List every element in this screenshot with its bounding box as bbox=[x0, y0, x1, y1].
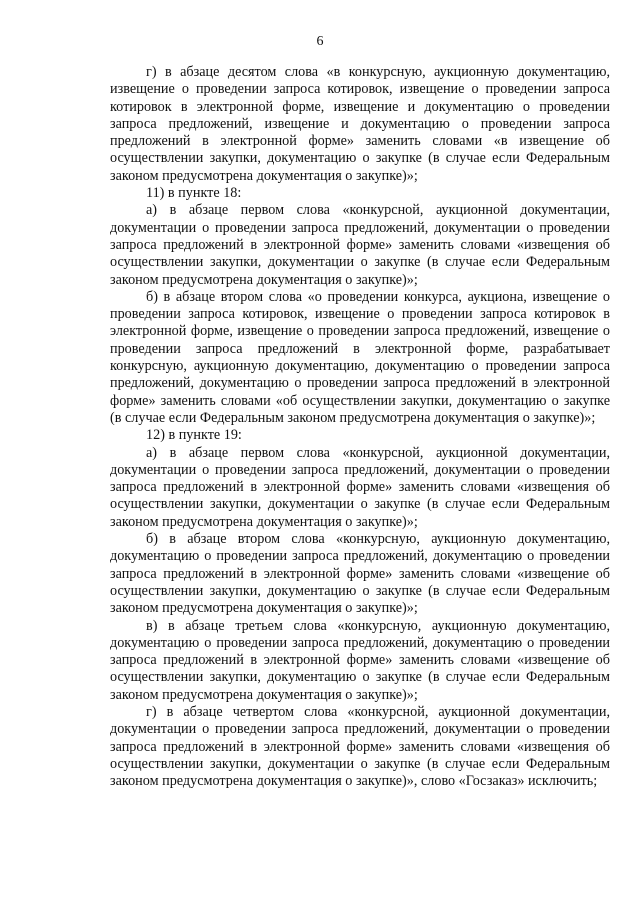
paragraph-item-12: 12) в пункте 19: bbox=[146, 427, 242, 444]
paragraph-amend-19g: г) в абзаце четвертом слова «конкурсной, аукционной документации, документации о проведении запроса предложений, документации о проведении запроса предложений в электронной форме» заменить словами «извещения об осуществлении закупки, документации о закупке (в случае если Федеральным законом предусмотрена документация о закупке)», слово «Госзаказ» исключить; bbox=[110, 703, 610, 790]
paragraph-amend-18a: а) в абзаце первом слова «конкурсной, аукционной документации, документации о проведении запроса предложений, документации о проведении запроса предложений в электронной форме» заменить словами «извещения об осуществлении закупки, документации о закупке (в случае если Федеральным законом предусмотрена документация о закупке)»; bbox=[110, 202, 610, 288]
paragraph-amend-19v: в) в абзаце третьем слова «конкурсную, аукционную документацию, документацию о проведении запроса предложений, документацию о проведении запроса предложений в электронной форме» заменить словами «извещение об осуществлении закупки, документацию о закупке (в случае если Федеральным законом предусмотрена документация о закупке)»; bbox=[110, 617, 610, 703]
paragraph-amend-g-10: г) в абзаце десятом слова «в конкурсную, аукционную документацию, извещение о проведении запроса котировок, извещение о проведении запроса котировок в электронной форме, извещение и документацию о проведении запроса предложений, извещение и документацию о проведении запроса предложений в электронной форме» заменить словами «в извещение об осуществлении закупки, документацию о закупке (в случае если Федеральным законом предусмотрена документация о закупке)»; bbox=[110, 64, 610, 184]
document-body bbox=[110, 64, 610, 790]
paragraph-amend-19b: б) в абзаце втором слова «конкурсную, аукционную документацию, документацию о проведении запроса предложений, документацию о проведении запроса предложений в электронной форме» заменить словами «извещение об осуществлении закупки, документацию о закупке (в случае если Федеральным законом предусмотрена документация о закупке)»; bbox=[110, 531, 610, 617]
paragraph-amend-19a: а) в абзаце первом слова «конкурсной, аукционной документации, документации о проведении запроса предложений, документации о проведении запроса предложений в электронной форме» заменить словами «извещения об осуществлении закупки, документации о закупке (в случае если Федеральным законом предусмотрена документация о закупке)»; bbox=[110, 444, 610, 530]
paragraph-amend-18b: б) в абзаце втором слова «о проведении конкурса, аукциона, извещение о проведении запроса котировок, извещение о проведении запроса котировок в электронной форме, извещение о проведении запроса предложений, извещение о проведении запроса предложений в электронной форме, разрабатывает конкурсную, аукционную документацию, документацию о проведении запроса предложений, документацию о проведении запроса предложений в электронной форме» заменить словами «об осуществлении закупки, документацию о закупке (в случае если Федеральным законом предусмотрена документация о закупке)»; bbox=[110, 288, 610, 426]
page-number: 6 bbox=[316, 34, 324, 49]
paragraph-item-11: 11) в пункте 18: bbox=[146, 185, 242, 202]
